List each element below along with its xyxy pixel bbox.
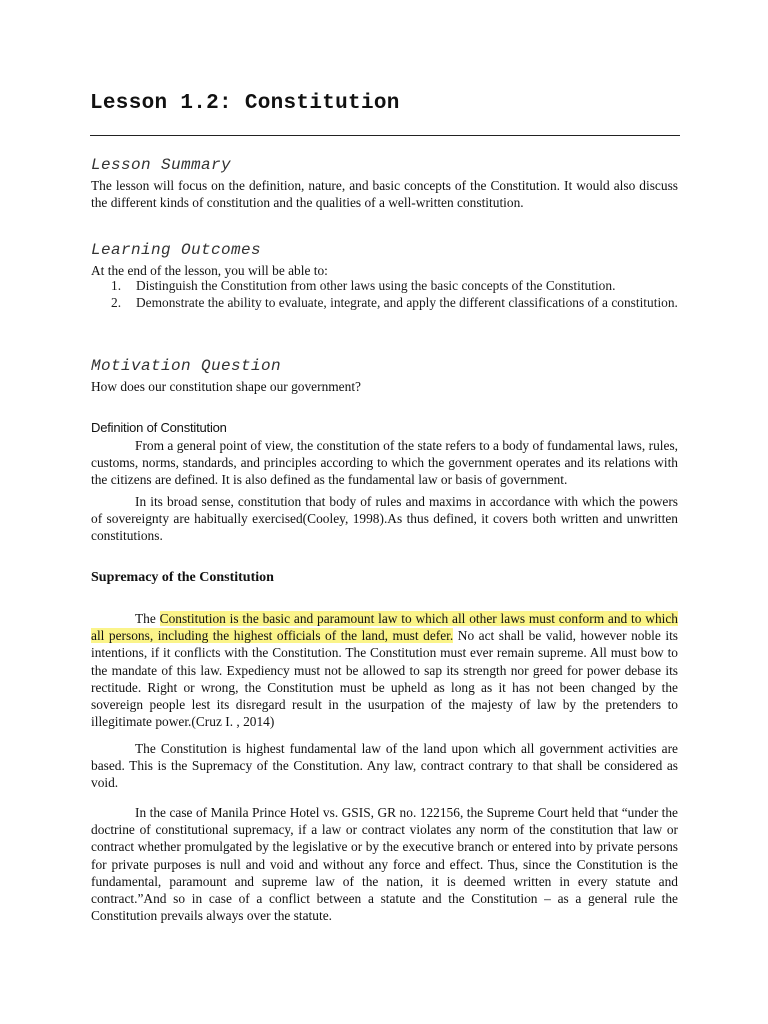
lesson-summary-text: The lesson will focus on the definition, nature, and basic concepts of the Constitution. It would also discuss the different kinds of constitution and the qualities of a well-written constitution. (91, 178, 678, 211)
definition-paragraph-1: From a general point of view, the constitution of the state refers to a body of fundamental laws, rules, customs, norms, standards, and principles according to which the government operates and its relations with the citizens are defined. It is also defined as the fundamental law or basis of government. (91, 438, 678, 488)
lesson-summary-heading: Lesson Summary (91, 156, 232, 174)
supremacy-paragraph-1 (91, 610, 678, 730)
supremacy-lead-text: The (135, 611, 160, 626)
learning-outcomes-heading: Learning Outcomes (91, 241, 262, 259)
outcome-text: Distinguish the Constitution from other laws using the basic concepts of the Constitution. (136, 278, 616, 293)
outcome-number: 1. (111, 278, 122, 293)
learning-outcomes-list (91, 277, 678, 311)
outcome-number: 2. (111, 295, 122, 311)
title-divider (90, 135, 680, 136)
highlighted-text: Constitution is the basic and paramount law to which all other laws must conform and to which all persons, including the highest officials of the land, must defer. (91, 611, 679, 644)
motivation-question-heading: Motivation Question (91, 357, 282, 375)
supremacy-heading: Supremacy of the Constitution (91, 570, 274, 585)
outcome-item (91, 294, 678, 311)
supremacy-paragraph-3: In the case of Manila Prince Hotel vs. GSIS, GR no. 122156, the Supreme Court held that “under the doctrine of constitutional supremacy, if a law or contract violates any norm of the constitution that law or contract whether promulgated by the legislative or by the executive branch or entered into by private persons for private purposes is null and void and without any force and effect. Thus, since the Constitution is the fundamental, paramount and supreme law of the nation, it is deemed written in every statute and contract.”And so in case of a conflict between a statute and the Constitution – as a general rule the Constitution prevails always over the statute. (91, 805, 678, 924)
definition-paragraph-2: In its broad sense, constitution that body of rules and maxims in accordance with which the powers of sovereignty are habitually exercised(Cooley, 1998).As thus defined, it covers both written and unwritten constitutions. (91, 494, 678, 544)
learning-outcomes-intro: At the end of the lesson, you will be able to: (91, 263, 328, 278)
motivation-question-text: How does our constitution shape our government? (91, 379, 361, 394)
lesson-title: Lesson 1.2: Constitution (90, 92, 400, 115)
supremacy-paragraph-2: The Constitution is highest fundamental law of the land upon which all government activities are based. This is the Supremacy of the Constitution. Any law, contract contrary to that shall be considered as void. (91, 741, 678, 791)
definition-heading: Definition of Constitution (91, 420, 227, 435)
supremacy-rest-text: No act shall be valid, however noble its intentions, if it conflicts with the Constitution. The Constitution must ever remain supreme. All must bow to the mandate of this law. Expediency must not be allowed to sap its strength nor greed for power debase its rectitude. Right or wrong, the Constitution must be upheld as long as it has not been changed by the sovereign people lest its disregard result in the usurpation of the majesty of law by the pretenders to illegitimate power.(Cruz I. , 2014) (91, 628, 678, 730)
outcome-item (91, 277, 678, 294)
outcome-text: Demonstrate the ability to evaluate, integrate, and apply the different classifications of a constitution. (136, 295, 678, 311)
